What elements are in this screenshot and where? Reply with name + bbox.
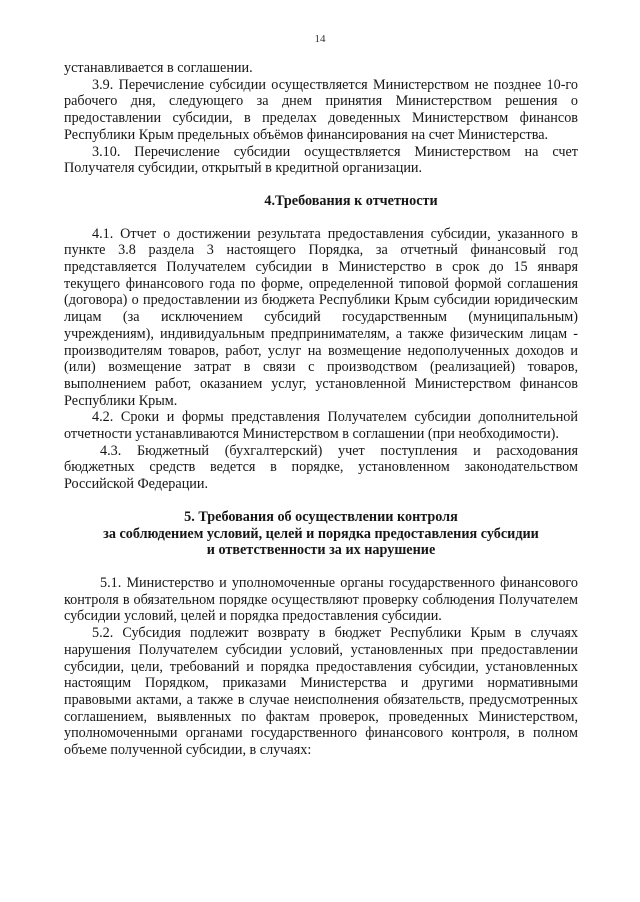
paragraph-4-3: 4.3. Бюджетный (бухгалтерский) учет поступления и расходования бюджетных средств ведется в порядке, установленном законодательством Российской Федерации.	[64, 442, 578, 493]
section-5-heading-line-2: за соблюдением условий, целей и порядка предоставления субсидии	[103, 525, 539, 542]
document-body	[64, 60, 578, 759]
spacer	[64, 493, 578, 509]
paragraph-continuation: устанавливается в соглашении.	[64, 60, 253, 76]
page-number: 14	[314, 33, 326, 45]
section-5-heading-line-3: и ответственности за их нарушение	[206, 542, 436, 559]
spacer	[64, 559, 578, 575]
paragraph-3-9: 3.9. Перечисление субсидии осуществляется Министерством не позднее 10-го рабочего дня, следующего за днем принятия Министерством решения о предоставлении субсидии, в пределах доведенных Министерством финансов Республики Крым предельных объёмов финансирования на счет Министерства.	[64, 76, 578, 143]
spacer	[64, 177, 578, 193]
section-5-heading-line-1: 5. Требования об осуществлении контроля	[184, 508, 458, 525]
paragraph-5-2: 5.2. Субсидия подлежит возврату в бюджет Республики Крым в случаях нарушения Получателем субсидии условий, установленных при предоставлении субсидии, цели, требований и порядка предоставления субсидии, установленных настоящим Порядком, приказами Министерства и другими нормативными правовыми актами, а также в случае неисполнения обязательств, предусмотренных соглашением, выявленных по фактам проверок, проведенных Министерством, уполномоченными органами государственного финансового контроля, в полном объеме полученной субсидии, в случаях:	[64, 625, 578, 759]
paragraph-5-1: 5.1. Министерство и уполномоченные органы государственного финансового контроля в обязательном порядке осуществляют проверку соблюдения Получателем субсидии условий, целей и порядка предоставления субсидии.	[64, 574, 578, 625]
spacer	[64, 210, 578, 226]
paragraph-4-1: 4.1. Отчет о достижении результата предоставления субсидии, указанного в пункте 3.8 раздела 3 настоящего Порядка, за отчетный финансовый год представляется Получателем субсидии в Министерство в срок до 15 января текущего финансового года по форме, определенной типовой формой соглашения (договора) о предоставлении из бюджета Республики Крым субсидии юридическим лицам (за исключением субсидий государственным (муниципальным) учреждениям), индивидуальным предпринимателям, а также физическим лицам - производителям товаров, работ, услуг на возмещение недополученных доходов и (или) возмещение затрат в связи с производством (реализацией) товаров, выполнением работ, оказанием услуг, установленной Министерством финансов Республики Крым.	[64, 225, 578, 409]
section-4-heading: 4.Требования к отчетности	[264, 192, 438, 209]
paragraph-3-10: 3.10. Перечисление субсидии осуществляется Министерством на счет Получателя субсидии, открытый в кредитной организации.	[64, 143, 578, 177]
paragraph-4-2: 4.2. Сроки и формы представления Получателем субсидии дополнительной отчетности устанавливаются Министерством в соглашении (при необходимости).	[64, 409, 578, 443]
